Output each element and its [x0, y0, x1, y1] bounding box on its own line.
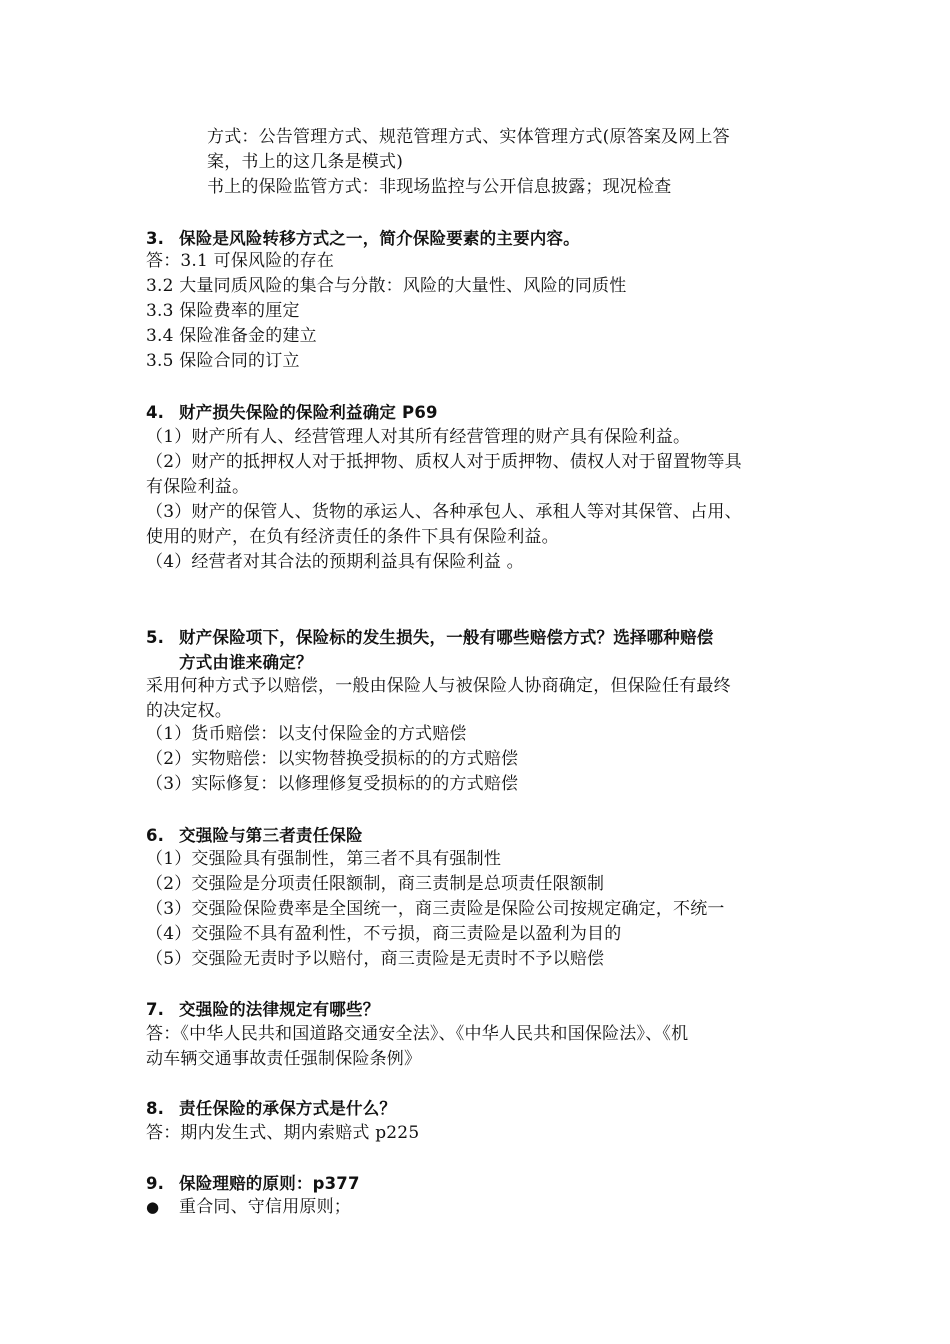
- question-number: 7.: [146, 1000, 165, 1019]
- answer-line: 答：期内发生式、期内索赔式 p225: [146, 1123, 420, 1143]
- question-title: 交强险与第三者责任保险: [179, 826, 363, 845]
- question-title: 责任保险的承保方式是什么？: [179, 1099, 397, 1118]
- question-number: 5.: [146, 628, 165, 647]
- answer-line: 答：《中华人民共和国道路交通安全法》、《中华人民共和国保险法》、《机: [146, 1024, 689, 1044]
- answer-line: 动车辆交通事故责任强制保险条例》: [146, 1049, 422, 1069]
- answer-line: （3）财产的保管人、货物的承运人、各种承包人、承租人等对其保管、占用、: [146, 502, 742, 522]
- answer-line: （5）交强险无责时予以赔付，商三责险是无责时不予以赔偿: [146, 949, 605, 969]
- question-title: 保险理赔的原则：p377: [179, 1174, 360, 1193]
- question-number: 8.: [146, 1099, 165, 1118]
- answer-line: （4）经营者对其合法的预期利益具有保险利益 。: [146, 552, 524, 572]
- answer-line: 3.3 保险费率的厘定: [146, 301, 300, 321]
- answer-line: （2）交强险是分项责任限额制，商三责制是总项责任限额制: [146, 874, 605, 894]
- answer-line: 答：3.1 可保风险的存在: [146, 251, 335, 271]
- question-number: 3.: [146, 229, 165, 248]
- question-number: 9.: [146, 1174, 165, 1193]
- question-title: 财产保险项下，保险标的发生损失，一般有哪些赔偿方式？选择哪种赔偿: [179, 628, 714, 647]
- question-title: 财产损失保险的保险利益确定 P69: [179, 403, 438, 422]
- answer-line: 采用何种方式予以赔偿，一般由保险人与被保险人协商确定，但保险任有最终: [146, 676, 731, 696]
- question-title-continued: 方式由谁来确定？: [179, 653, 313, 672]
- answer-line: 的决定权。: [146, 701, 232, 721]
- bullet-icon: ●: [146, 1198, 160, 1216]
- answer-line: 有保险利益。: [146, 477, 250, 497]
- answer-line: （2）实物赔偿：以实物替换受损标的的方式赔偿: [146, 749, 519, 769]
- answer-line: （3）交强险保险费率是全国统一，商三责险是保险公司按规定确定，不统一: [146, 899, 725, 919]
- answer-line: 3.2 大量同质风险的集合与分散：风险的大量性、风险的同质性: [146, 276, 627, 296]
- intro-line-2: 案，书上的这几条是模式): [207, 152, 404, 172]
- answer-line: （4）交强险不具有盈利性，不亏损，商三责险是以盈利为目的: [146, 924, 622, 944]
- answer-line: （1）货币赔偿：以支付保险金的方式赔偿: [146, 724, 467, 744]
- question-title: 保险是风险转移方式之一，简介保险要素的主要内容。: [179, 229, 580, 248]
- question-number: 4.: [146, 403, 165, 422]
- intro-line-1: 方式：公告管理方式、规范管理方式、实体管理方式(原答案及网上答: [207, 127, 730, 147]
- answer-line: 3.5 保险合同的订立: [146, 351, 300, 371]
- answer-line: （3）实际修复：以修理修复受损标的的方式赔偿: [146, 774, 519, 794]
- answer-line: 3.4 保险准备金的建立: [146, 326, 317, 346]
- intro-line-3: 书上的保险监管方式：非现场监控与公开信息披露；现况检查: [207, 177, 672, 197]
- question-number: 6.: [146, 826, 165, 845]
- answer-line: （1）交强险具有强制性，第三者不具有强制性: [146, 849, 502, 869]
- question-title: 交强险的法律规定有哪些？: [179, 1000, 380, 1019]
- answer-line: （1）财产所有人、经营管理人对其所有经营管理的财产具有保险利益。: [146, 427, 691, 447]
- answer-line: 使用的财产，在负有经济责任的条件下具有保险利益。: [146, 527, 559, 547]
- bullet-text: 重合同、守信用原则；: [179, 1197, 351, 1217]
- answer-line: （2）财产的抵押权人对于抵押物、质权人对于质押物、债权人对于留置物等具: [146, 452, 742, 472]
